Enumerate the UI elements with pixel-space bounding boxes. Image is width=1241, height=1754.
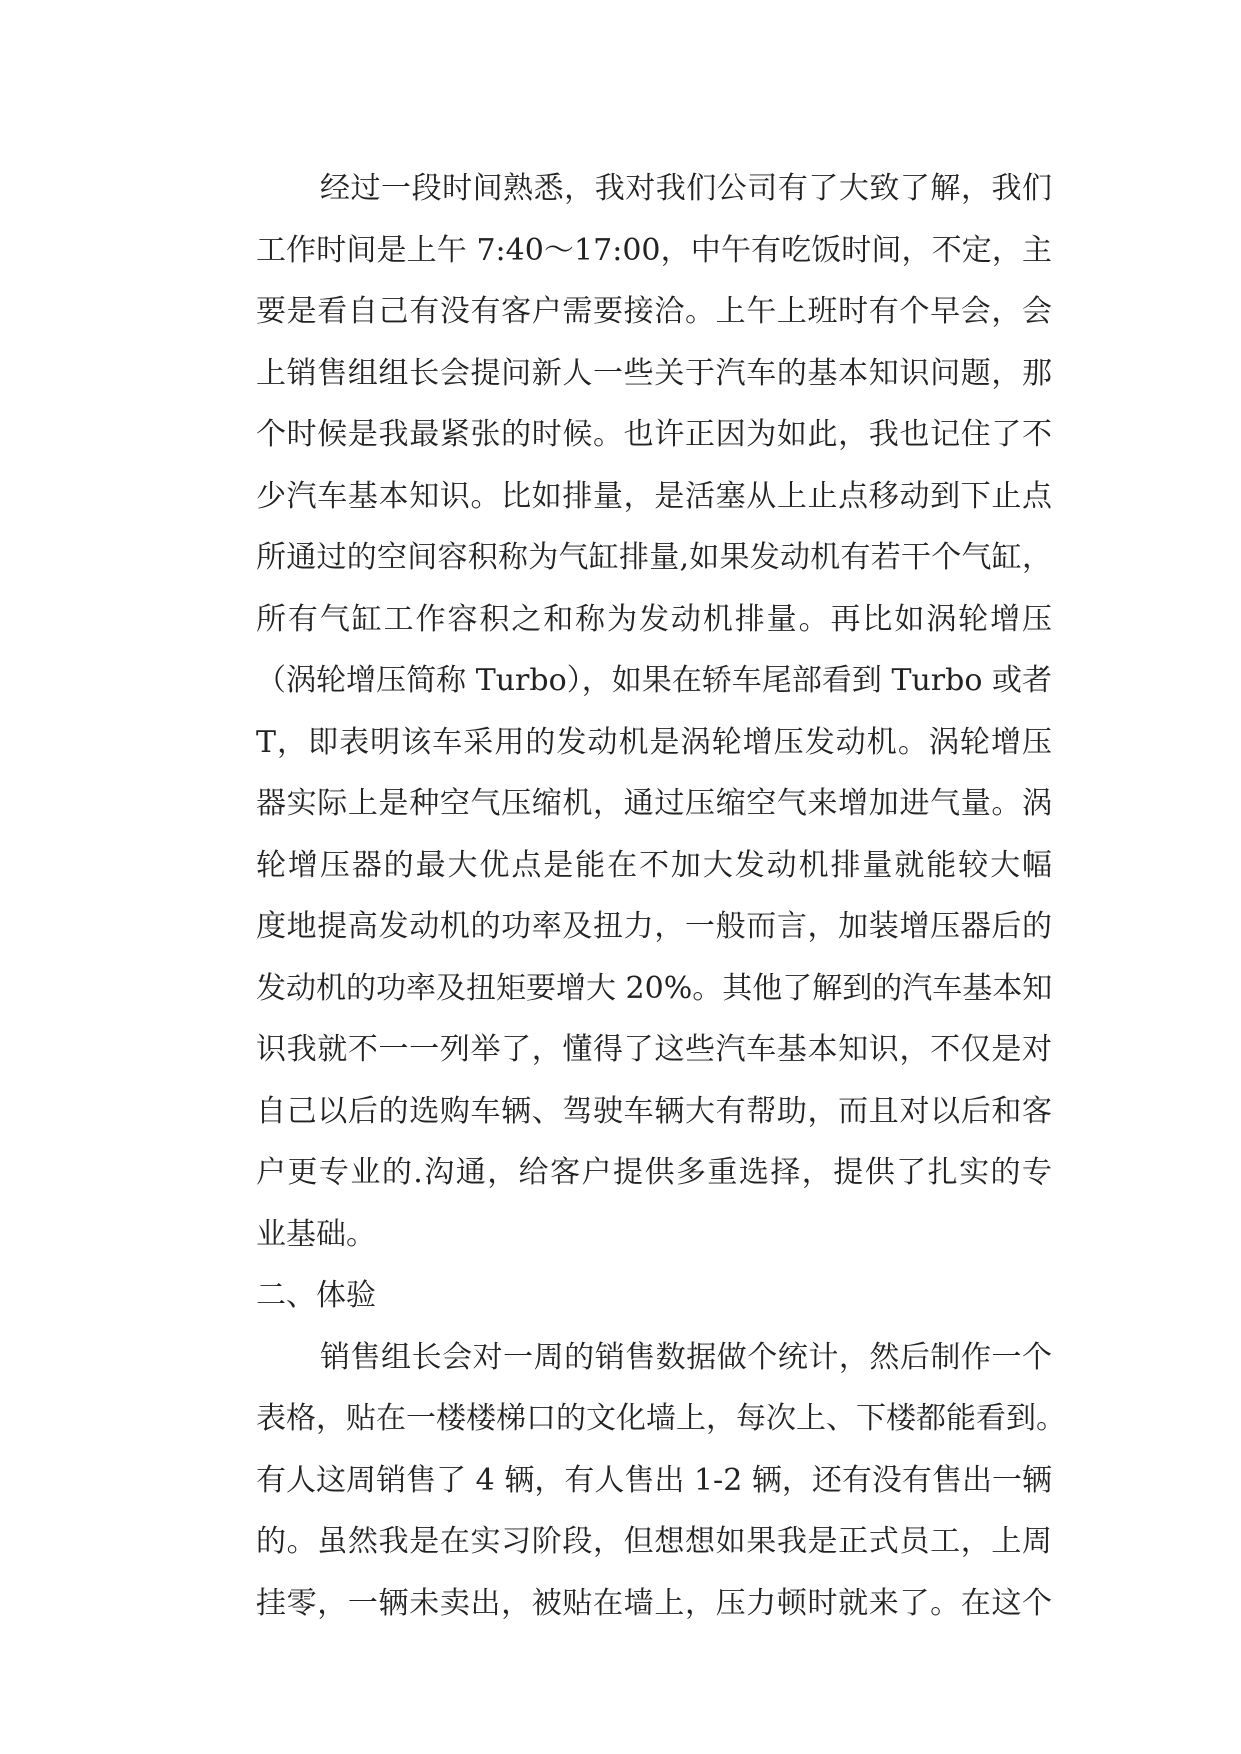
paragraph-experience xyxy=(192,1327,1066,1635)
text-line: 有人这周销售了 4 辆，有人售出 1-2 辆，还有没有售出一辆 xyxy=(256,1462,1052,1498)
text-line: （涡轮增压简称 Turbo），如果在轿车尾部看到 Turbo 或者 xyxy=(256,663,1052,698)
text-line: 器实际上是种空气压缩机，通过压缩空气来增加进气量。涡 xyxy=(256,786,1052,821)
text-line: 业基础。 xyxy=(256,1216,376,1252)
text-line: 所通过的空间容积称为气缸排量,如果发动机有若干个气缸， xyxy=(256,540,1052,575)
body-text xyxy=(192,158,1066,1634)
text-line: 自己以后的选购车辆、驾驶车辆大有帮助，而且对以后和客 xyxy=(256,1093,1052,1129)
text-line: 经过一段时间熟悉，我对我们公司有了大致了解，我们 xyxy=(320,171,1052,206)
text-line: 工作时间是上午 7:40～17:00，中午有吃饭时间，不定，主 xyxy=(256,232,1052,268)
text-line: 识我就不一一列举了，懂得了这些汽车基本知识，不仅是对 xyxy=(256,1032,1052,1067)
text-line: T，即表明该车采用的发动机是涡轮增压发动机。涡轮增压 xyxy=(256,724,1052,760)
text-line: 上销售组组长会提问新人一些关于汽车的基本知识问题，那 xyxy=(256,355,1052,391)
paragraph-car-knowledge xyxy=(192,158,1052,1265)
text-line: 销售组长会对一周的销售数据做个统计，然后制作一个 xyxy=(320,1339,1052,1375)
text-line: 的。虽然我是在实习阶段，但想想如果我是正式员工，上周 xyxy=(256,1524,1052,1559)
text-line: 要是看自己有没有客户需要接洽。上午上班时有个早会，会 xyxy=(256,294,1052,329)
text-line: 户更专业的.沟通，给客户提供多重选择，提供了扎实的专 xyxy=(256,1155,1052,1190)
text-line: 少汽车基本知识。比如排量，是活塞从上止点移动到下止点 xyxy=(256,478,1052,514)
text-line: 表格，贴在一楼楼梯口的文化墙上，每次上、下楼都能看到。 xyxy=(256,1401,1066,1436)
text-line: 所有气缸工作容积之和称为发动机排量。再比如涡轮增压 xyxy=(256,601,1052,637)
section-heading: 二、体验 xyxy=(256,1278,376,1313)
text-line: 挂零，一辆未卖出，被贴在墙上，压力顿时就来了。在这个 xyxy=(256,1585,1052,1621)
text-line: 个时候是我最紧张的时候。也许正因为如此，我也记住了不 xyxy=(256,417,1052,452)
text-line: 轮增压器的最大优点是能在不加大发动机排量就能较大幅 xyxy=(256,847,1052,883)
text-line: 度地提高发动机的功率及扭力，一般而言，加装增压器后的 xyxy=(256,909,1052,944)
text-line: 发动机的功率及扭矩要增大 20%。其他了解到的汽车基本知 xyxy=(256,970,1053,1006)
